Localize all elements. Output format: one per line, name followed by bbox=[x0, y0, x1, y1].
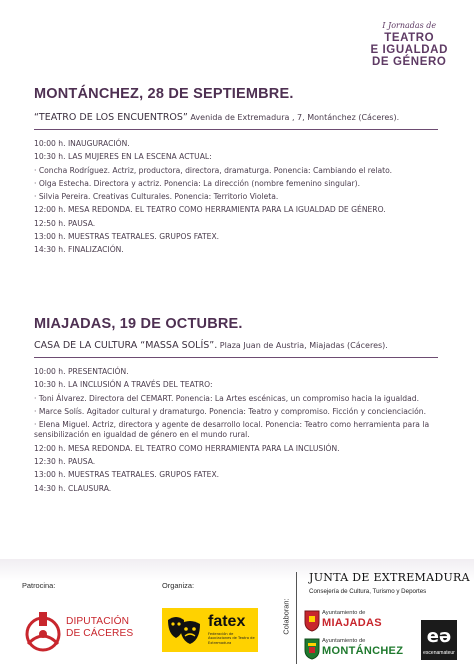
escenamateur-label: escenamateur bbox=[423, 650, 455, 656]
schedule-item: 12:00 h. MESA REDONDA. EL TEATRO COMO HERRAMIENTA PARA LA IGUALDAD DE GÉNERO. bbox=[34, 205, 386, 215]
footer-divider bbox=[296, 572, 297, 664]
organiza-label: Organiza: bbox=[162, 581, 195, 590]
schedule-item: 10:00 h. INAUGURACIÓN. bbox=[34, 139, 130, 148]
speaker-item: · Elena Miguel. Actriz, directora y agente de desarrollo local. Ponencia: Teatro como herramienta para la sensibilización en igualdad de género en el mundo rural. bbox=[34, 420, 434, 441]
schedule-item: 10:00 h. PRESENTACIÓN. bbox=[34, 367, 129, 376]
venue-miajadas bbox=[34, 341, 434, 351]
speaker-item: · Concha Rodríguez. Actriz, productora, directora, dramaturga. Ponencia: Cambiando el relato. bbox=[34, 166, 434, 176]
brand-line-2: E IGUALDAD bbox=[370, 44, 448, 56]
speaker-item: · Olga Estecha. Directora y actriz. Ponencia: La dirección (nombre femenino singular). bbox=[34, 179, 434, 189]
venue-name: CASA DE LA CULTURA “MASSA SOLÍS”. bbox=[34, 340, 218, 351]
speaker-item: · Silvia Pereira. Creativas Culturales. Ponencia: Territorio Violeta. bbox=[34, 192, 434, 202]
schedule-item: 13:00 h. MUESTRAS TEATRALES. GRUPOS FATEX. bbox=[34, 470, 220, 480]
junta-subtitle: Consejería de Cultura, Turismo y Deportes bbox=[309, 588, 427, 595]
fatex-subtitle: Federación de Asociaciones de Teatro de Extremadura bbox=[208, 632, 255, 645]
ayuntamiento-label: Ayuntamiento de bbox=[322, 638, 366, 644]
town-montanchez: MONTÁNCHEZ bbox=[322, 645, 404, 657]
escenamateur-mark-icon bbox=[421, 620, 457, 650]
schedule-item: 14:30 h. FINALIZACIÓN. bbox=[34, 245, 124, 255]
schedule-miajadas bbox=[34, 367, 434, 497]
diputacion-line-1: DIPUTACIÓN bbox=[66, 616, 130, 627]
event-title-montanchez: MONTÁNCHEZ, 28 DE SEPTIEMBRE. bbox=[34, 86, 294, 102]
montanchez-shield-icon bbox=[304, 638, 320, 660]
diputacion-logo-icon bbox=[22, 610, 64, 654]
schedule-item: 12:00 h. MESA REDONDA. EL TEATRO COMO HERRAMIENTA PARA LA INCLUSIÓN. bbox=[34, 443, 340, 453]
divider-rule bbox=[34, 129, 438, 130]
speaker-item: · Marce Solís. Agitador cultural y dramaturgo. Ponencia: Teatro y compromiso. Ficción y concienciación. bbox=[34, 407, 434, 417]
colaboran-label-wrap bbox=[279, 578, 293, 658]
diputacion-line-2: DE CÁCERES bbox=[66, 628, 134, 639]
schedule-item: 12:50 h. PAUSA. bbox=[34, 218, 96, 228]
miajadas-shield-icon bbox=[304, 610, 320, 632]
schedule-item: 13:00 h. MUESTRAS TEATRALES. GRUPOS FATEX. bbox=[34, 232, 220, 242]
ayuntamiento-miajadas bbox=[302, 608, 422, 634]
schedule-item: 10:30 h. LAS MUJERES EN LA ESCENA ACTUAL: bbox=[34, 152, 212, 162]
schedule-item: 14:30 h. CLAUSURA. bbox=[34, 483, 112, 493]
ayuntamiento-label: Ayuntamiento de bbox=[322, 610, 366, 616]
venue-address: Plaza Juan de Austria, Miajadas (Cáceres). bbox=[217, 341, 388, 350]
event-title-miajadas: MIAJADAS, 19 DE OCTUBRE. bbox=[34, 316, 243, 332]
ayuntamiento-montanchez bbox=[302, 636, 422, 662]
junta-title: JUNTA DE EXTREMADURA bbox=[309, 571, 470, 584]
patrocina-label: Patrocina: bbox=[22, 581, 56, 590]
schedule-montanchez bbox=[34, 139, 434, 259]
svg-text:eə: eə bbox=[426, 626, 452, 647]
venue-name: “TEATRO DE LOS ENCUENTROS” bbox=[34, 112, 188, 123]
fatex-name: fatex bbox=[208, 613, 246, 630]
theatre-masks-icon bbox=[162, 608, 206, 652]
colaboran-label: Colaboran: bbox=[281, 598, 291, 635]
event-brand bbox=[370, 22, 448, 68]
venue-address: Avenida de Extremadura , 7, Montánchez (Cáceres). bbox=[187, 113, 400, 122]
venue-montanchez bbox=[34, 113, 434, 123]
brand-tagline: I Jornadas de bbox=[382, 21, 437, 30]
schedule-item: 10:30 h. LA INCLUSIÓN A TRAVÉS DEL TEATRO: bbox=[34, 380, 213, 390]
town-miajadas: MIAJADAS bbox=[322, 617, 382, 629]
brand-line-1: TEATRO bbox=[384, 32, 435, 44]
schedule-item: 12:30 h. PAUSA. bbox=[34, 457, 96, 467]
divider-rule bbox=[34, 357, 438, 358]
brand-line-3: DE GÉNERO bbox=[372, 56, 447, 68]
diputacion-logo-text bbox=[66, 616, 133, 640]
speaker-item: · Toni Álvarez. Directora del CEMART. Ponencia: La Artes escénicas, un compromiso hacia la igualdad. bbox=[34, 394, 434, 404]
